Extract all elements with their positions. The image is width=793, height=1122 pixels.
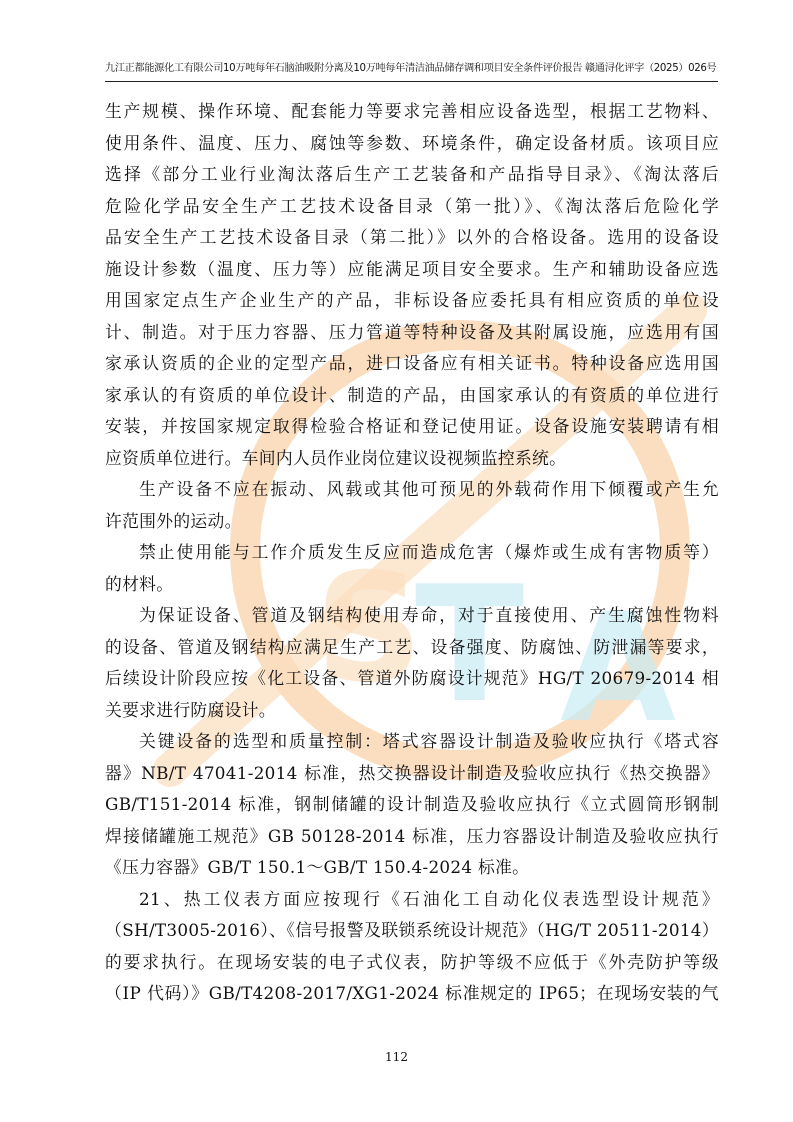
watermark-letter: A [560,582,677,756]
watermark-letter: T [415,551,525,738]
text-line: GB/T151-2014 标准，钢制储罐的设计制造及验收应执行《立式圆筒形钢制 [105,794,719,814]
header-divider [105,81,718,82]
text-line: 家承认的有资质的单位设计、制造的产品，由国家承认的有资质的单位进行 [105,384,719,405]
text-line: 关要求进行防腐设计。 [105,699,276,720]
text-line: 关键设备的选型和质量控制：塔式容器设计制造及验收应执行《塔式容 [139,731,719,751]
report-header: 九江正都能源化工有限公司10万吨每年石脑油吸附分离及10万吨每年清洁油品储存调和项目安全条件评价报告 赣通浔化评字（2025）026号 [105,63,717,74]
text-line: 危险化学品安全生产工艺技术设备目录（第一批）》、《淘汰落后危险化学 [105,195,719,216]
text-line: 器》NB/T 47041-2014 标准，热交换器设计制造及验收应执行《热交换器》 [105,762,719,783]
watermark-letter: S [315,542,424,716]
text-line: 后续设计阶段应按《化工设备、管道外防腐设计规范》HG/T 20679-2014 相 [105,668,719,688]
text-line: 《压力容器》GB/T 150.1～GB/T 150.4-2024 标准。 [105,857,530,877]
text-line: （IP 代码）》GB/T4208-2017/XG1-2024 标准规定的 IP65；在现场安装的气 [105,983,719,1003]
text-line: 生产规模、操作环境、配套能力等要求完善相应设备选型，根据工艺物料、 [105,101,719,121]
text-line: 品安全生产工艺技术设备目录（第二批）》以外的合格设备。选用的设备设 [105,227,719,247]
text-line: 禁止使用能与工作介质发生反应而造成危害（爆炸或生成有害物质等） [139,542,719,562]
text-line: 的设备、管道及钢结构应满足生产工艺、设备强度、防腐蚀、防泄漏等要求， [105,636,719,657]
text-line: 焊接储罐施工规范》GB 50128-2014 标准，压力容器设计制造及验收应执行 [105,825,719,846]
text-line: 安装，并按国家规定取得检验合格证和登记使用证。设备设施安装聘请有相 [105,416,719,436]
text-line: 应资质单位进行。车间内人员作业岗位建议设视频监控系统。 [105,447,567,468]
text-line: 家承认资质的企业的定型产品，进口设备应有相关证书。特种设备应选用国 [105,353,719,373]
text-line: 为保证设备、管道及钢结构使用寿命，对于直接使用、产生腐蚀性物料 [139,605,719,625]
text-line: 计、制造。对于压力容器、压力管道等特种设备及其附属设施，应选用有国 [105,321,719,342]
text-line: 选择《部分工业行业淘汰落后生产工艺装备和产品指导目录》、《淘汰落后 [105,164,719,184]
body-text [105,96,719,1010]
text-line: 许范围外的运动。 [105,510,242,531]
text-line: 使用条件、温度、压力、腐蚀等参数、环境条件，确定设备材质。该项目应 [105,132,719,153]
text-line: 的材料。 [105,573,174,594]
text-line: 用国家定点生产企业生产的产品，非标设备应委托具有相应资质的单位设 [105,290,719,310]
text-line: 施设计参数（温度、压力等）应能满足项目安全要求。生产和辅助设备应选 [105,258,719,279]
text-line: 21、热工仪表方面应按现行《石油化工自动化仪表选型设计规范》 [139,888,719,909]
text-line: 的要求执行。在现场安装的电子式仪表，防护等级不应低于《外壳防护等级 [105,951,719,972]
page-number: 112 [385,1050,408,1064]
text-line: （SH/T3005-2016）、《信号报警及联锁系统设计规范》（HG/T 20511-2014） [105,920,719,940]
text-line: 生产设备不应在振动、风载或其他可预见的外载荷作用下倾覆或产生允 [139,479,719,499]
